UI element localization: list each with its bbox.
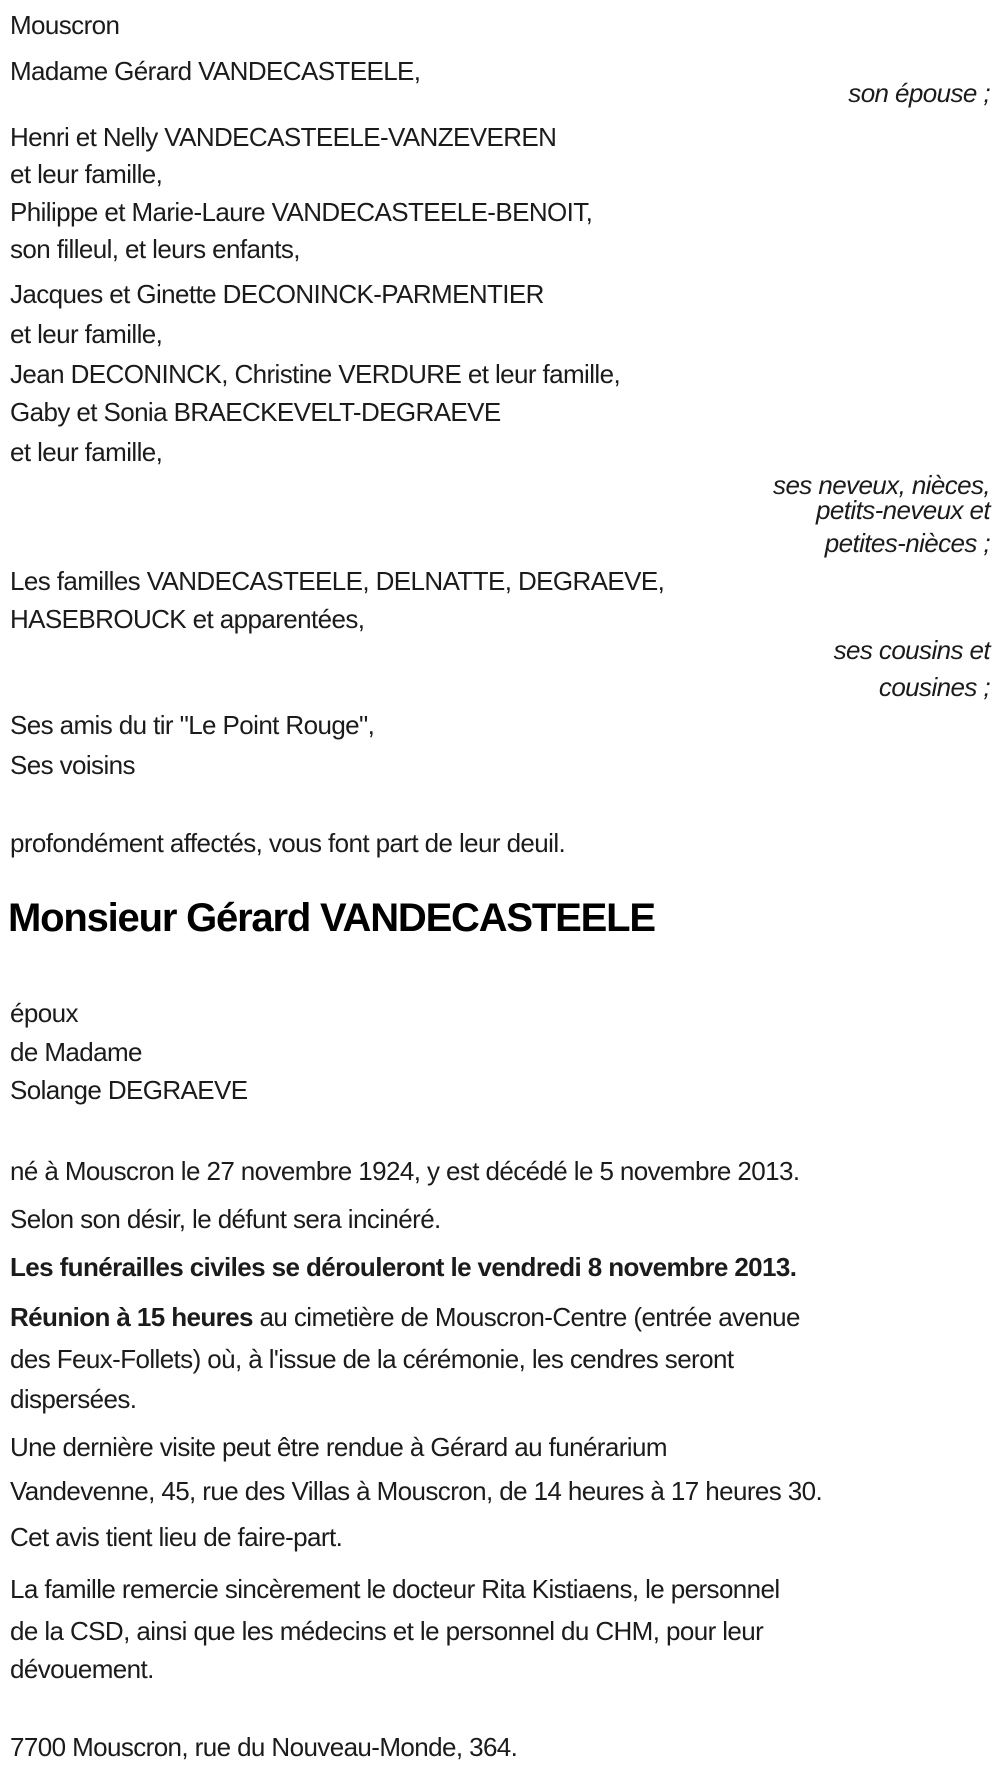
relation-nephews: ses neveux, nièces,: [773, 470, 990, 500]
meeting-line: [10, 1304, 800, 1330]
family-line: et leur famille,: [10, 319, 163, 349]
meeting-line-rest: au cimetière de Mouscron-Centre (entrée avenue: [252, 1302, 800, 1332]
relation-spouse: son épouse ;: [848, 78, 990, 108]
family-line: Henri et Nelly VANDECASTEELE-VANZEVEREN: [10, 122, 557, 152]
spouse-line: Solange DEGRAEVE: [10, 1075, 248, 1105]
thanks-line: de la CSD, ainsi que les médecins et le personnel du CHM, pour leur: [10, 1616, 764, 1646]
families-line: Les familles VANDECASTEELE, DELNATTE, DEGRAEVE,: [10, 566, 665, 596]
notice-line: Cet avis tient lieu de faire-part.: [10, 1522, 343, 1552]
birth-death-line: né à Mouscron le 27 novembre 1924, y est décédé le 5 novembre 2013.: [10, 1156, 800, 1186]
city-line: Mouscron: [10, 10, 120, 40]
cremation-line: Selon son désir, le défunt sera incinéré.: [10, 1204, 441, 1234]
visit-line: Une dernière visite peut être rendue à Gérard au funérarium: [10, 1432, 667, 1462]
address-line: 7700 Mouscron, rue du Nouveau-Monde, 364.: [10, 1732, 518, 1762]
family-line: Jean DECONINCK, Christine VERDURE et leur famille,: [10, 359, 621, 389]
family-line: Philippe et Marie-Laure VANDECASTEELE-BENOIT,: [10, 197, 593, 227]
family-line: et leur famille,: [10, 159, 163, 189]
deceased-name-heading: Monsieur Gérard VANDECASTEELE: [8, 896, 655, 940]
spouse-line: de Madame: [10, 1037, 142, 1067]
relation-nephews: petits-neveux et: [816, 495, 990, 525]
visit-line: Vandevenne, 45, rue des Villas à Mouscron, de 14 heures à 17 heures 30.: [10, 1476, 823, 1506]
widow-line: Madame Gérard VANDECASTEELE,: [10, 56, 421, 86]
meeting-line: dispersées.: [10, 1384, 137, 1414]
meeting-time-bold: Réunion à 15 heures: [10, 1302, 253, 1332]
relation-cousins: ses cousins et: [833, 635, 990, 665]
spouse-line: époux: [10, 998, 78, 1028]
funeral-announcement: Les funérailles civiles se dérouleront le vendredi 8 novembre 2013.: [10, 1252, 797, 1282]
relation-cousins: cousines ;: [878, 672, 990, 702]
family-line: son filleul, et leurs enfants,: [10, 234, 300, 264]
relation-nephews: petites-nièces ;: [824, 528, 990, 558]
grief-line: profondément affectés, vous font part de leur deuil.: [10, 828, 566, 858]
family-line: et leur famille,: [10, 437, 163, 467]
thanks-line: dévouement.: [10, 1654, 154, 1684]
thanks-line: La famille remercie sincèrement le docteur Rita Kistiaens, le personnel: [10, 1574, 780, 1604]
friends-line: Ses amis du tir "Le Point Rouge",: [10, 710, 375, 740]
families-line: HASEBROUCK et apparentées,: [10, 604, 365, 634]
meeting-line: des Feux-Follets) où, à l'issue de la cérémonie, les cendres seront: [10, 1344, 734, 1374]
family-line: Gaby et Sonia BRAECKEVELT-DEGRAEVE: [10, 397, 501, 427]
family-line: Jacques et Ginette DECONINCK-PARMENTIER: [10, 279, 544, 309]
neighbors-line: Ses voisins: [10, 750, 135, 780]
